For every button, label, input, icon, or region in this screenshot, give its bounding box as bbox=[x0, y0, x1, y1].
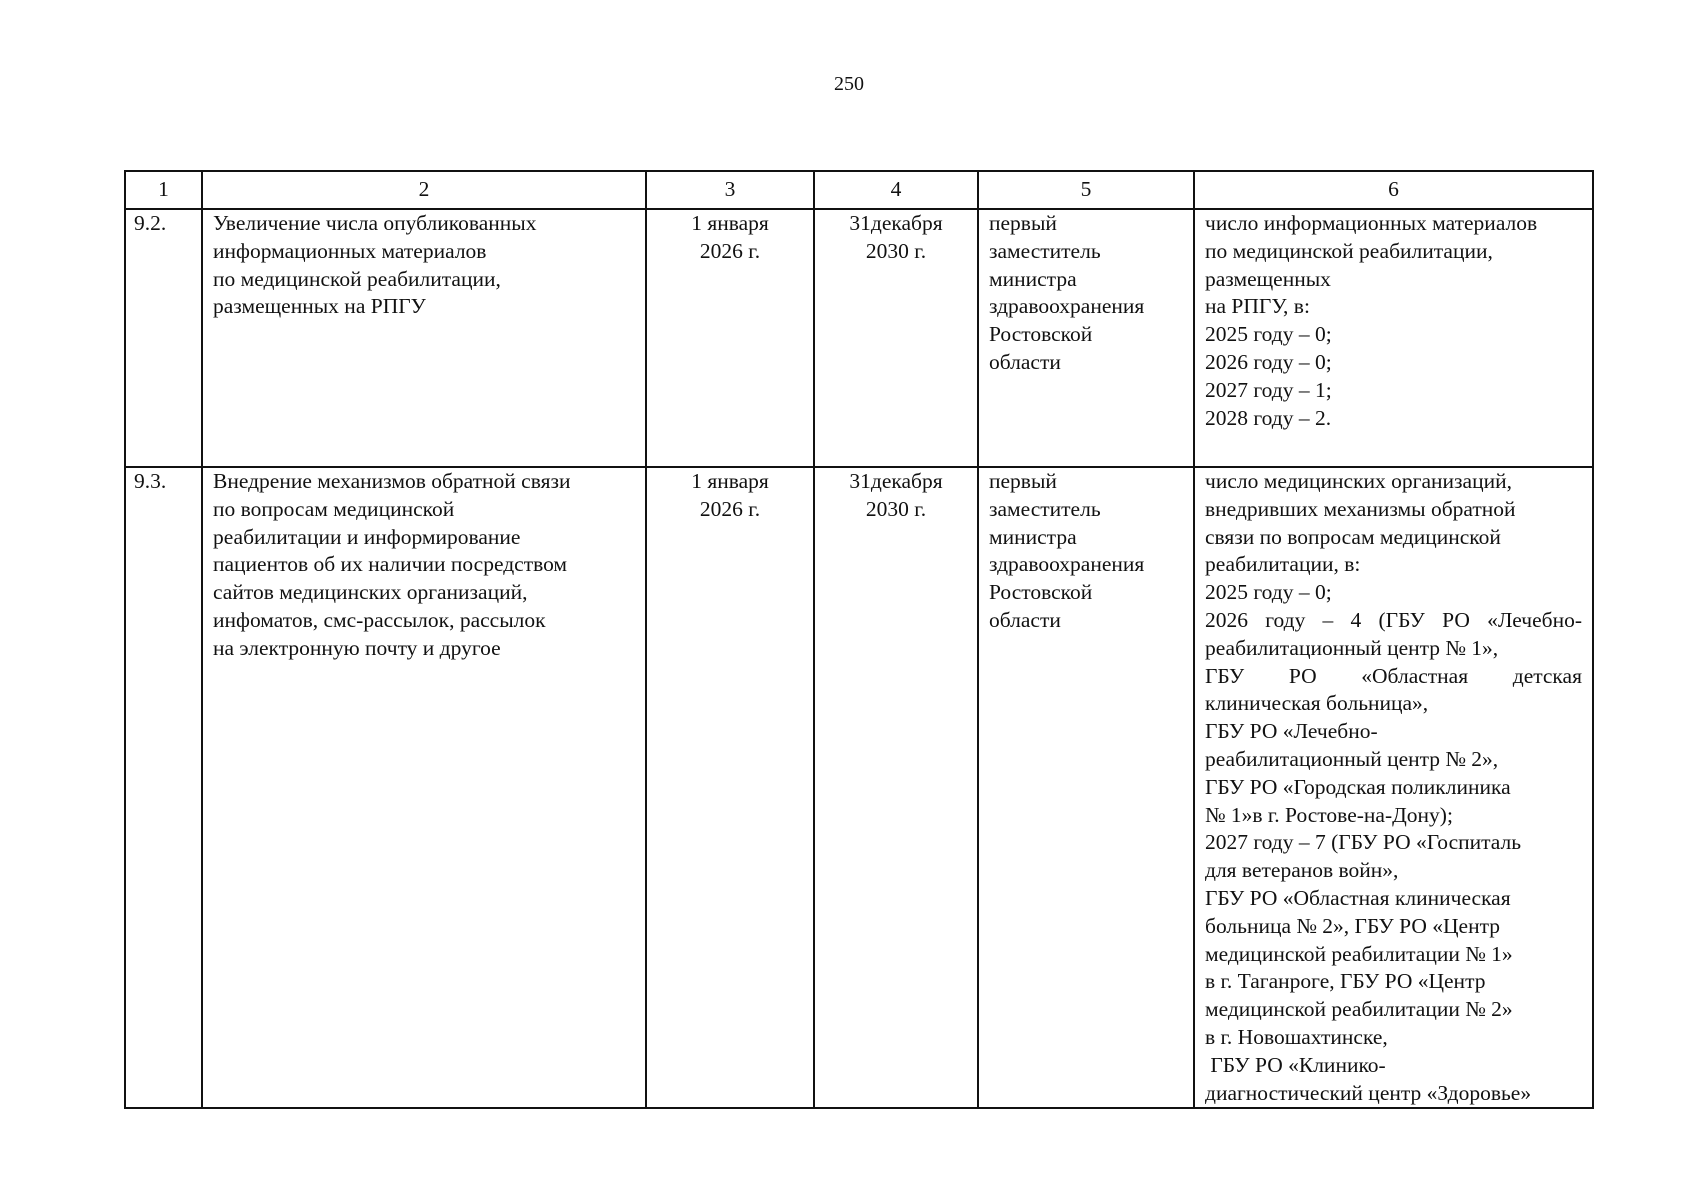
indicator-line: по медицинской реабилитации, bbox=[1205, 238, 1493, 263]
activity-name-line: размещенных на РПГУ bbox=[213, 294, 426, 319]
indicator-line: 2026 году – 4 (ГБУ РО «Лечебно- bbox=[1205, 607, 1582, 632]
activity-name-line: инфоматов, смс-рассылок, рассылок bbox=[213, 607, 546, 632]
activity-name-line: Увеличение числа опубликованных bbox=[213, 211, 537, 235]
responsible-line: первый bbox=[989, 469, 1057, 493]
indicator-line: число информационных материалов bbox=[1205, 211, 1538, 235]
indicator-line: ГБУ РО «Городская поликлиника bbox=[1205, 774, 1511, 799]
row-number: 9.3. bbox=[134, 469, 167, 493]
responsible-line: здравоохранения bbox=[989, 552, 1145, 577]
end-date-cell bbox=[814, 209, 978, 467]
end-date-cell bbox=[814, 467, 978, 1108]
indicator-line: 2027 году – 1; bbox=[1205, 377, 1332, 402]
indicator-line: медицинской реабилитации № 1» bbox=[1205, 941, 1513, 966]
indicator-line: на РПГУ, в: bbox=[1205, 294, 1310, 319]
responsible-line: заместитель bbox=[989, 238, 1101, 263]
indicator-line: ГБУ РО «Клинико- bbox=[1205, 1052, 1386, 1077]
indicator-line: реабилитационный центр № 2», bbox=[1205, 746, 1499, 771]
activity-name-line: Внедрение механизмов обратной связи bbox=[213, 469, 571, 493]
end-date-line: 2030 г. bbox=[865, 238, 927, 263]
activity-name-cell bbox=[202, 467, 646, 1108]
responsible-line: области bbox=[989, 349, 1061, 374]
row-number-cell bbox=[125, 467, 202, 1108]
indicator-line: в г. Таганроге, ГБУ РО «Центр bbox=[1205, 969, 1486, 994]
start-date-line: 2026 г. bbox=[699, 238, 761, 263]
indicator-cell bbox=[1194, 209, 1593, 467]
end-date-line: 2030 г. bbox=[865, 496, 927, 521]
header-cell-2: 2 bbox=[202, 171, 646, 209]
indicator-line: размещенных bbox=[1205, 266, 1331, 291]
start-date-line: 2026 г. bbox=[699, 496, 761, 521]
responsible-line: здравоохранения bbox=[989, 294, 1145, 319]
activity-name-line: сайтов медицинских организаций, bbox=[213, 580, 528, 605]
indicator-line: медицинской реабилитации № 2» bbox=[1205, 997, 1513, 1022]
start-date-cell bbox=[646, 209, 814, 467]
start-date-line: 1 января bbox=[691, 469, 769, 493]
header-cell-1: 1 bbox=[125, 171, 202, 209]
table-row bbox=[125, 467, 1593, 1108]
responsible-line: первый bbox=[989, 211, 1057, 235]
header-cell-4: 4 bbox=[814, 171, 978, 209]
indicator-line: больница № 2», ГБУ РО «Центр bbox=[1205, 913, 1500, 938]
indicator-line: реабилитационный центр № 1», bbox=[1205, 635, 1499, 660]
indicator-cell bbox=[1194, 467, 1593, 1108]
table-header-row bbox=[125, 171, 1593, 209]
page-number: 250 bbox=[834, 73, 864, 95]
end-date-line: 31декабря bbox=[849, 469, 943, 493]
start-date-line: 1 января bbox=[691, 211, 769, 235]
responsible-line: Ростовской bbox=[989, 322, 1093, 347]
responsible-line: министра bbox=[989, 266, 1077, 291]
row-number-cell bbox=[125, 209, 202, 467]
indicator-line: 2025 году – 0; bbox=[1205, 322, 1332, 347]
indicator-line: 2028 году – 2. bbox=[1205, 405, 1332, 430]
responsible-line: заместитель bbox=[989, 496, 1101, 521]
header-cell-3: 3 bbox=[646, 171, 814, 209]
indicator-line: 2027 году – 7 (ГБУ РО «Госпиталь bbox=[1205, 830, 1522, 855]
activity-name-line: реабилитации и информирование bbox=[213, 524, 521, 549]
activity-name-line: на электронную почту и другое bbox=[213, 635, 501, 660]
header-cell-6: 6 bbox=[1194, 171, 1593, 209]
indicator-line: ГБУ РО «Областная детская bbox=[1205, 663, 1582, 688]
indicator-line: число медицинских организаций, bbox=[1205, 469, 1512, 493]
indicator-line: внедривших механизмы обратной bbox=[1205, 496, 1516, 521]
activity-name-line: информационных материалов bbox=[213, 238, 487, 263]
indicator-line: ГБУ РО «Областная клиническая bbox=[1205, 885, 1511, 910]
indicator-line: 2025 году – 0; bbox=[1205, 580, 1332, 605]
responsible-cell bbox=[978, 467, 1194, 1108]
responsible-line: Ростовской bbox=[989, 580, 1093, 605]
indicator-line: клиническая больница», bbox=[1205, 691, 1429, 716]
indicator-line: связи по вопросам медицинской bbox=[1205, 524, 1501, 549]
responsible-line: министра bbox=[989, 524, 1077, 549]
indicator-line: 2026 году – 0; bbox=[1205, 349, 1332, 374]
document-table bbox=[124, 170, 1594, 1109]
indicator-line: диагностический центр «Здоровье» bbox=[1205, 1080, 1532, 1105]
responsible-line: области bbox=[989, 607, 1061, 632]
header-cell-5: 5 bbox=[978, 171, 1194, 209]
indicator-line: реабилитации, в: bbox=[1205, 552, 1361, 577]
indicator-line: для ветеранов войн», bbox=[1205, 858, 1399, 883]
responsible-cell bbox=[978, 209, 1194, 467]
activity-name-line: по медицинской реабилитации, bbox=[213, 266, 501, 291]
activity-name-line: пациентов об их наличии посредством bbox=[213, 552, 568, 577]
indicator-line: в г. Новошахтинске, bbox=[1205, 1024, 1388, 1049]
activity-name-cell bbox=[202, 209, 646, 467]
end-date-line: 31декабря bbox=[849, 211, 943, 235]
start-date-cell bbox=[646, 467, 814, 1108]
table-row bbox=[125, 209, 1593, 467]
row-number: 9.2. bbox=[134, 211, 167, 235]
indicator-line: № 1»в г. Ростове-на-Дону); bbox=[1205, 802, 1453, 827]
activity-name-line: по вопросам медицинской bbox=[213, 496, 455, 521]
indicator-line: ГБУ РО «Лечебно- bbox=[1205, 719, 1378, 744]
